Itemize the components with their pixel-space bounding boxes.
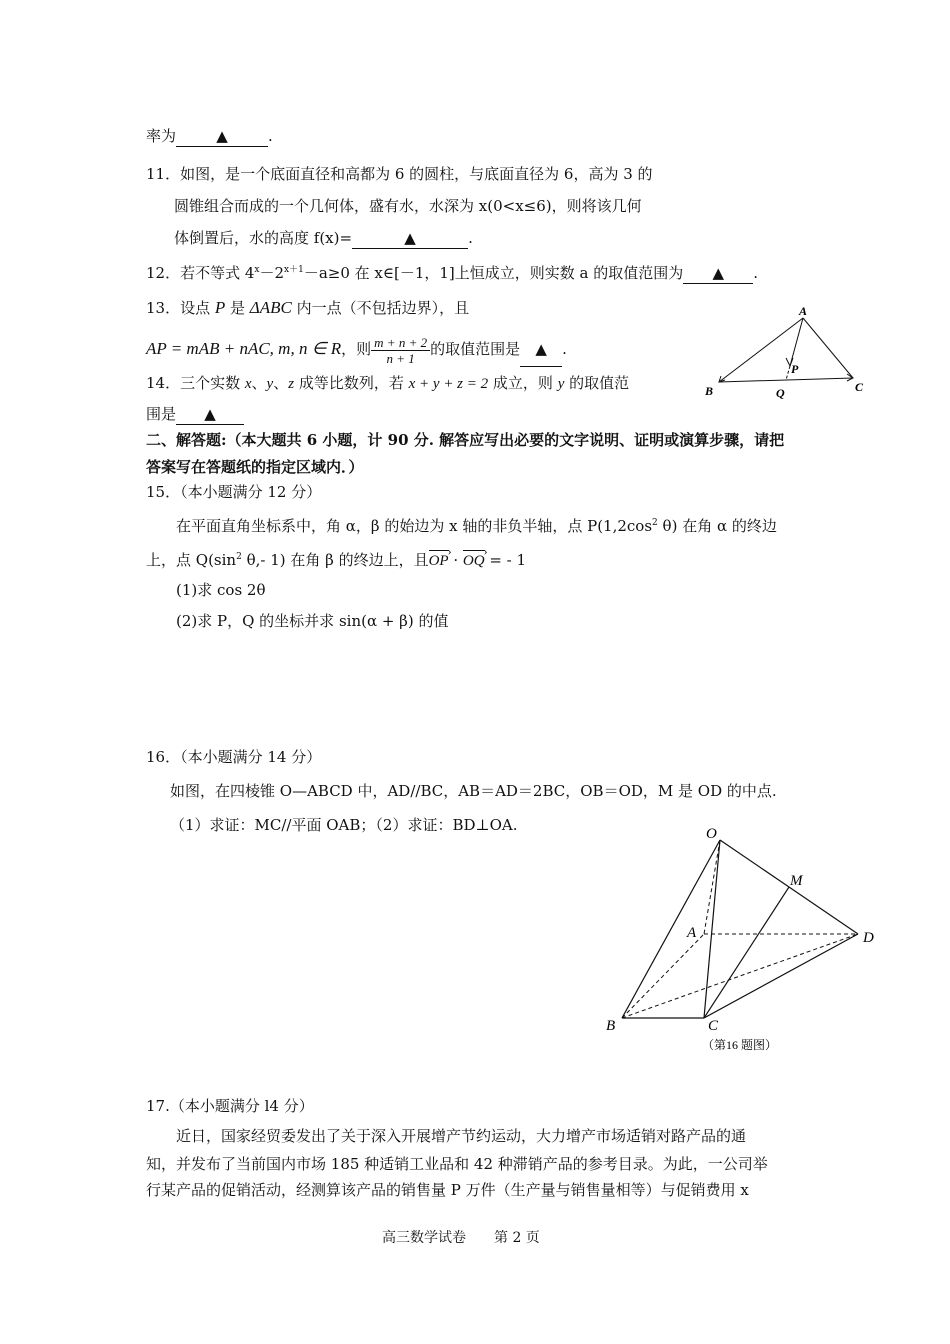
edge-ab (622, 934, 704, 1018)
label-c: C (708, 1018, 719, 1034)
label-p: P (791, 362, 799, 376)
q14-yv: y (557, 376, 565, 392)
edge-cd (704, 934, 858, 1018)
q14-line2 (146, 404, 244, 425)
q15-sub1: (1)求 cos 2θ (176, 581, 266, 599)
section2-line2: 答案写在答题纸的指定区域内．） (146, 458, 364, 476)
q11-line3-text: 体倒置后，水的高度 f(x)= (174, 229, 353, 247)
answer-blank: ▲ (176, 404, 244, 425)
q13-post: 内一点（不包括边界），且 (291, 299, 470, 317)
line-top-end: . (268, 127, 273, 145)
q11-line3 (174, 228, 473, 249)
q14-mid: 成等比数列，若 (294, 374, 409, 392)
figure-caption: （第16 题图） (702, 1038, 778, 1052)
q13-line1 (146, 298, 469, 318)
q14-condition: x + y + z = 2 (408, 376, 489, 392)
vector-op: OP › (429, 551, 449, 571)
q11-end: . (468, 229, 473, 247)
q11-line2: 圆锥组合而成的一个几何体，盛有水，水深为 x(0<x≤6)，则将该几何 (174, 197, 642, 215)
label-d: D (863, 930, 874, 946)
q15-p1-a: 在平面直角坐标系中，角 α，β 的始边为 x 轴的非负半轴，点 P(1,2cos (176, 517, 653, 535)
label-c: C (855, 380, 864, 394)
q15-p2-sup: 2 (236, 552, 242, 562)
q17-p3: 行某产品的促销活动，经测算该产品的销售量 P 万件（生产量与销售量相等）与促销费用 x (146, 1181, 749, 1199)
q12-exp2: x＋1 (284, 265, 304, 275)
q15-p2 (146, 547, 526, 571)
q14-z: z (288, 376, 295, 392)
q12-line (146, 260, 758, 284)
q14-x: x (244, 376, 252, 392)
q13-frac-den: n + 1 (386, 350, 415, 366)
q15-p2-a: 上，点 Q(sin (146, 551, 237, 569)
q17-p2: 知，并发布了当前国内市场 185 种适销工业品和 42 种滞销产品的参考目录。为此，一公司举 (146, 1155, 768, 1173)
label-b: B (705, 384, 714, 398)
q12-mid1: －2 (259, 264, 285, 282)
q13-line2 (146, 332, 567, 367)
label-q: Q (776, 386, 785, 400)
q13-mid: 是 (225, 299, 250, 317)
q14-line2-text: 围是 (146, 405, 177, 423)
q14-end: 的取值范 (564, 374, 630, 392)
q14-y: y (266, 376, 274, 392)
section2-line1: 二、解答题:（本大题共 6 小题，计 90 分. 解答应写出必要的文字说明、证明或演算步骤，请把 (146, 431, 785, 449)
q17-header: 17.（本小题满分 l4 分） (146, 1097, 314, 1115)
q13-point-p: P (214, 298, 226, 317)
q14-sep2: 、 (273, 374, 289, 392)
label-a: A (799, 304, 808, 318)
edge-oc (704, 840, 720, 1018)
q12-end: . (753, 264, 759, 282)
q11-line1: 11．如图，是一个底面直径和高都为 6 的圆柱，与底面直径为 6，高为 3 的 (146, 165, 653, 183)
page-footer: 高三数学试卷 第 2 页 (382, 1230, 540, 1246)
label-a: A (687, 925, 697, 941)
line-top (146, 126, 273, 147)
q16-p1: 如图，在四棱锥 O—ABCD 中，AD//BC，AB＝AD＝2BC，OB＝OD，M 是 OD 的中点. (170, 782, 777, 800)
q14-post: 成立，则 (488, 374, 558, 392)
q13-range-text: 的取值范围是 (430, 340, 521, 358)
q14-sep1: 、 (251, 374, 267, 392)
line-top-text: 率为 (146, 127, 177, 145)
q15-p1-b: θ) 在角 α 的终边 (657, 517, 777, 535)
segment-mc (704, 887, 789, 1018)
q15-header: 15．（本小题满分 12 分） (146, 483, 322, 501)
q15-dot: · (448, 551, 463, 569)
q15-p2-c: = - 1 (484, 551, 527, 569)
label-o: O (706, 826, 717, 842)
q14-line1 (146, 373, 629, 394)
q15-sub2: (2)求 P，Q 的坐标并求 sin(α + β) 的值 (176, 612, 449, 630)
q15-p1 (176, 513, 777, 536)
q13-triangle: ΔABC (249, 298, 292, 317)
q13-then: ，则 (341, 340, 372, 358)
segment-bd (622, 934, 858, 1018)
triangle-figure (700, 300, 870, 402)
label-m: M (790, 873, 803, 889)
label-b: B (606, 1018, 616, 1034)
q12-pre: 12．若不等式 4 (146, 264, 255, 282)
q14-pre: 14．三个实数 (146, 374, 245, 392)
q12-mid2: －a≥0 在 x∈[－1，1]上恒成立，则实数 a 的取值范围为 (303, 264, 684, 282)
answer-blank: ▲ (352, 228, 468, 249)
edge-ob (622, 840, 720, 1018)
q13-fraction (371, 335, 430, 366)
pyramid-figure (600, 820, 890, 1060)
q13-pre: 13．设点 (146, 299, 215, 317)
q12-exp1: x (254, 265, 260, 275)
answer-blank: ▲ (176, 126, 268, 147)
q13-frac-num: m + n + 2 (371, 335, 430, 351)
answer-blank: ▲ (520, 332, 562, 367)
vector-oq: OQ › (463, 551, 485, 571)
vector-ap (790, 318, 803, 366)
q16-p2: （1）求证：MC//平面 OAB；（2）求证：BD⊥OA. (170, 816, 518, 834)
q16-header: 16．（本小题满分 14 分） (146, 748, 322, 766)
q15-p1-sup: 2 (652, 518, 658, 528)
q13-end: . (562, 340, 567, 358)
q15-p2-b: θ,- 1) 在角 β 的终边上，且 (241, 551, 429, 569)
q13-formula: AP = mAB + nAC, m, n ∈ R (146, 339, 342, 358)
q17-p1: 近日，国家经贸委发出了关于深入开展增产节约运动，大力增产市场适销对路产品的通 (176, 1127, 747, 1145)
answer-blank: ▲ (683, 263, 753, 284)
